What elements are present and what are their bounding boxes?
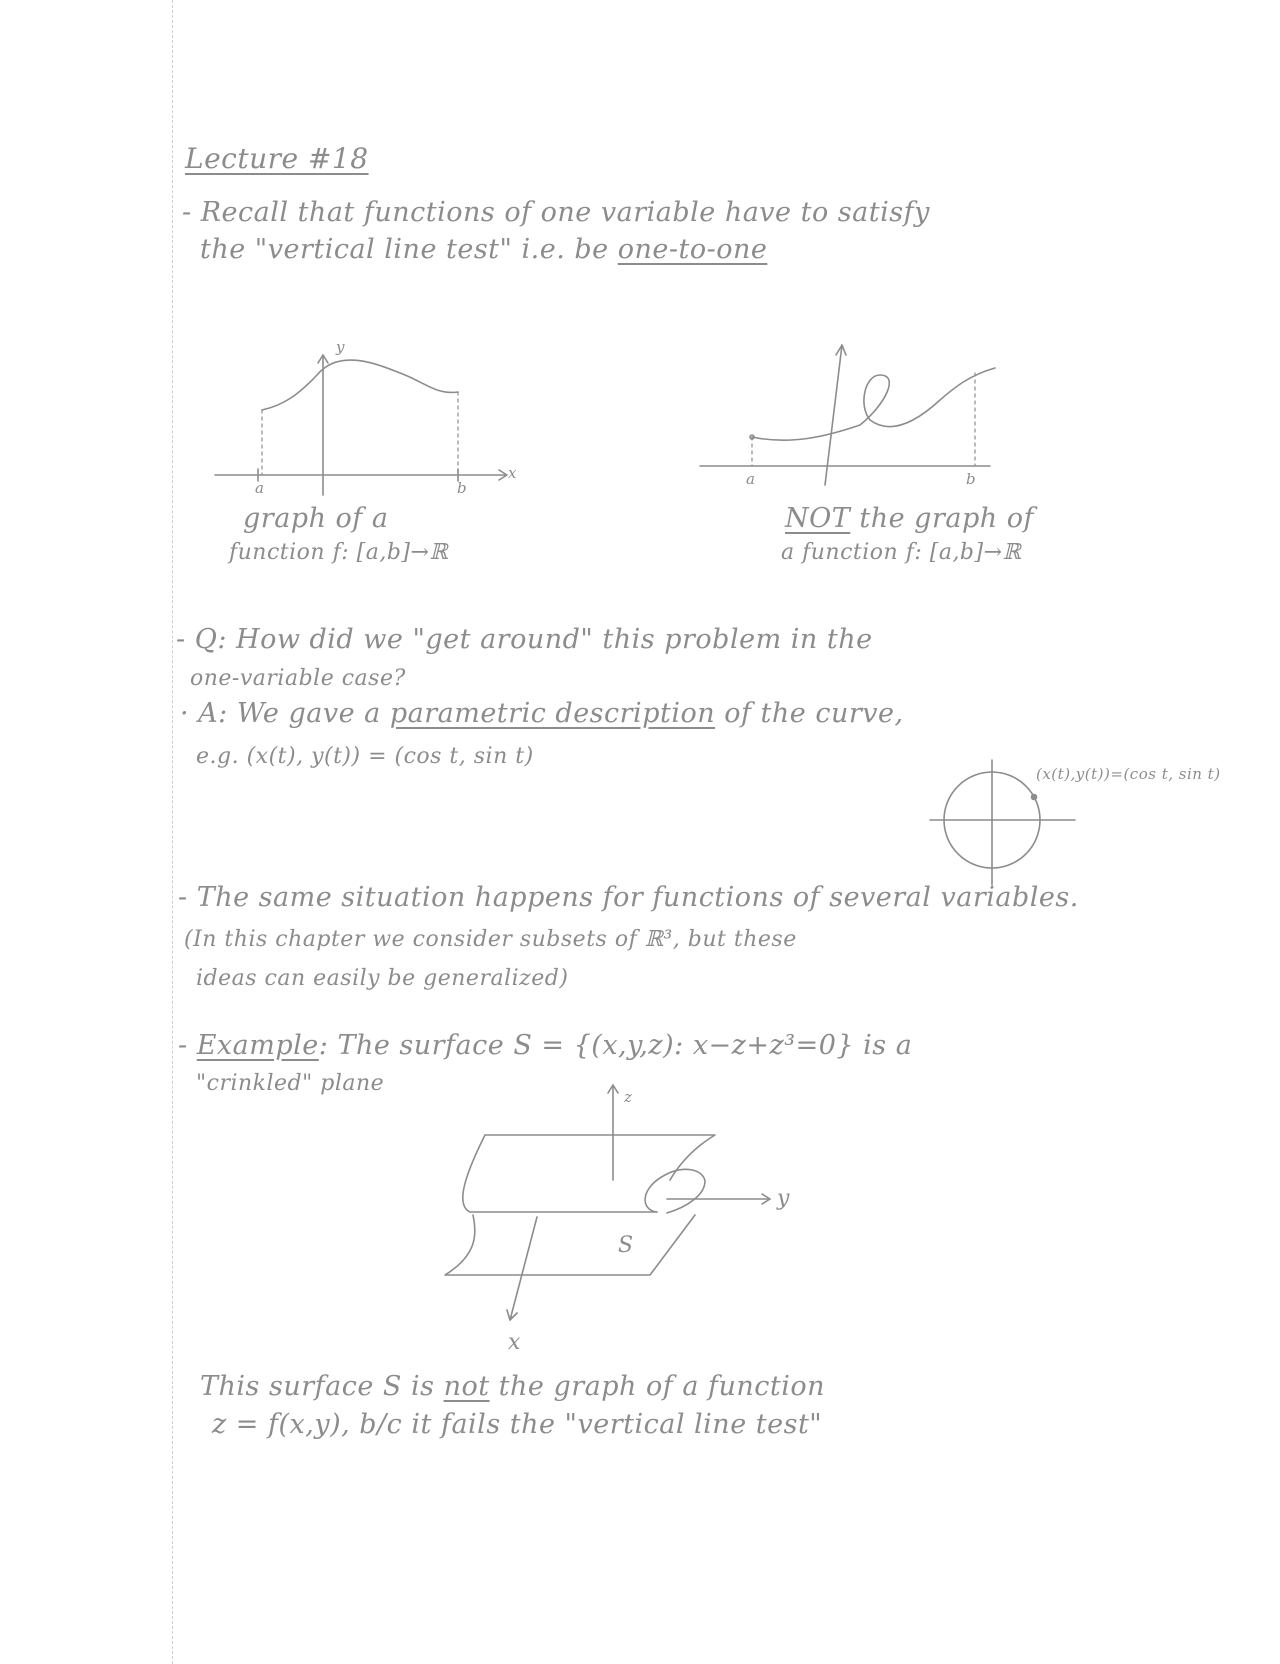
function-curve xyxy=(262,360,458,410)
circle-point-label: (x(t),y(t))=(cos t, sin t) xyxy=(1036,765,1221,783)
conclusion-line-1 xyxy=(200,1371,825,1402)
one-to-one-term: one-to-one xyxy=(617,234,768,265)
right-caption-1 xyxy=(785,503,1034,534)
answer-line-1-pre: · A: We gave a xyxy=(180,698,390,729)
surface-label: S xyxy=(618,1233,634,1258)
right-y-axis xyxy=(825,345,842,485)
page-title: Lecture #18 xyxy=(185,142,369,175)
answer-line-2: e.g. (x(t), y(t)) = (cos t, sin t) xyxy=(196,744,534,769)
right-tick-a: a xyxy=(746,470,756,488)
left-tick-a: a xyxy=(255,479,265,497)
situation-line-1: - The same situation happens for functions of several variables. xyxy=(178,882,1079,913)
conclusion-line-2: z = f(x,y), b/c it fails the "vertical line test" xyxy=(212,1409,823,1440)
left-caption-2: function f: [a,b]→ℝ xyxy=(229,540,449,565)
right-tick-b: b xyxy=(966,470,977,488)
z-axis-label: z xyxy=(624,1088,633,1106)
plane-lower-sheet xyxy=(445,1215,695,1275)
plane-top-edge xyxy=(485,1135,715,1180)
answer-line-1-post: of the curve, xyxy=(715,698,904,729)
left-x-label: x xyxy=(508,464,517,482)
not-underlined: not xyxy=(443,1371,490,1402)
parametric-description-term: parametric description xyxy=(389,698,716,729)
intro-line-1: - Recall that functions of one variable have to satisfy xyxy=(182,197,930,228)
situation-line-3: ideas can easily be generalized) xyxy=(196,966,569,991)
answer-line-1 xyxy=(180,698,904,729)
x-axis xyxy=(510,1217,537,1320)
example-line-1 xyxy=(178,1030,912,1061)
plane-left-edge xyxy=(463,1135,657,1212)
loop-curve xyxy=(752,368,995,440)
circle-point xyxy=(1032,795,1037,800)
example-line-2: "crinkled" plane xyxy=(196,1071,385,1096)
crinkled-plane-diagram xyxy=(425,1085,825,1325)
right-caption-2: a function f: [a,b]→ℝ xyxy=(781,540,1022,565)
question-line-1: - Q: How did we "get around" this problem in the xyxy=(176,624,873,655)
right-caption-1-text: the graph of xyxy=(850,503,1034,534)
left-caption-1: graph of a xyxy=(243,503,389,534)
intro-line-2 xyxy=(200,234,767,265)
question-line-2: one-variable case? xyxy=(190,666,406,691)
conclusion-line-1-post: the graph of a function xyxy=(489,1371,826,1402)
intro-line-2-text: the "vertical line test" i.e. be xyxy=(200,234,618,265)
not-emphasis: NOT xyxy=(785,503,851,534)
y-axis-label: y xyxy=(777,1186,790,1211)
example-label: Example xyxy=(196,1030,319,1061)
conclusion-line-1-pre: This surface S is xyxy=(200,1371,444,1402)
left-y-label: y xyxy=(336,338,345,356)
example-dash: - xyxy=(178,1030,197,1061)
x-axis-label: x xyxy=(508,1330,521,1355)
situation-line-2: (In this chapter we consider subsets of ℝ³, but these xyxy=(184,927,797,952)
margin-line xyxy=(172,0,173,1664)
example-line-1-text: : The surface S = {(x,y,z): x−z+z³=0} is a xyxy=(318,1030,913,1061)
left-tick-b: b xyxy=(457,479,468,497)
plane-fold xyxy=(645,1169,705,1213)
